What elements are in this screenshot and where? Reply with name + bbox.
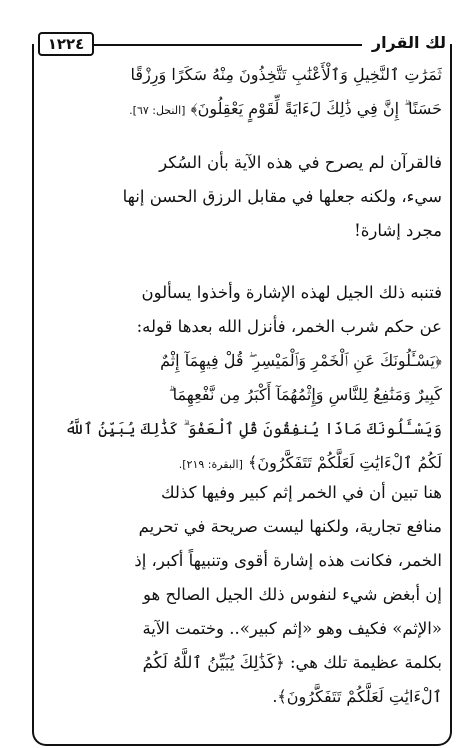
paragraph-line: فالقرآن لم يصرح في هذه الآية بأن السُكر — [159, 153, 442, 172]
paragraph-line: سيء، ولكنه جعلها في مقابل الرزق الحسن إنها — [122, 187, 442, 206]
verse-line — [44, 92, 442, 128]
verse-text: لَكُمُ ٱلْءَايَٰتِ لَعَلَّكُمْ تَتَفَكَّرُونَ﴾ — [247, 453, 442, 472]
paragraph — [44, 276, 442, 482]
paragraph-line: «الإثم» فكيف وهو «إثم كبير».. وختمت الآية — [142, 619, 442, 638]
page-number: ١٢٢٤ — [38, 32, 94, 56]
verse-line: وَيَسْـَٔلُونَكَ مَاذَا يُنفِقُونَ قُلِ ٱلْعَفْوَ ۗ كَذَٰلِكَ يُبَيِّنُ ٱللَّهُ — [64, 419, 442, 438]
verse-text: حَسَنًا ۗ إِنَّ فِي ذَٰلِكَ لَءَايَةً لِّقَوْمٍ يَعْقِلُونَ﴾ — [190, 99, 442, 118]
paragraph-line: هنا تبين أن في الخمر إثم كبير وفيها كذلك — [160, 483, 442, 502]
paragraph — [44, 476, 442, 714]
verse-reference: [النحل: ٦٧]. — [129, 104, 186, 117]
verse-reference: [البقرة: ٢١٩]. — [178, 458, 243, 471]
verse-line: ٱلْءَايَٰتِ لَعَلَّكُمْ تَتَفَكَّرُونَ﴾. — [272, 687, 442, 706]
quran-verse-nahl — [44, 58, 442, 128]
paragraph-line: مجرد إشارة! — [354, 221, 442, 240]
verse-line: كَبِيرٌ وَمَنَٰفِعُ لِلنَّاسِ وَإِثْمُهُمَآ أَكْبَرُ مِن نَّفْعِهِمَا ۗ — [168, 385, 442, 404]
verse-line: ثَمَرَٰتِ ٱلنَّخِيلِ وَٱلْأَعْنَٰبِ تَتَّخِذُونَ مِنْهُ سَكَرًا وَرِزْقًا — [130, 65, 442, 84]
book-page — [10, 10, 459, 738]
paragraph-line: منافع تجارية، ولكنها ليست صريحة في تحريم — [138, 517, 442, 536]
paragraph-line: عن حكم شرب الخمر، فأنزل الله بعدها قوله: — [136, 317, 442, 336]
paragraph-line: فتنبه ذلك الجيل لهذه الإشارة وأخذوا يسألون — [141, 283, 442, 302]
paragraph-line: إن أبغض شيء لنفوس ذلك الجيل الصالح هو — [143, 585, 442, 604]
paragraph-line: بكلمة عظيمة تلك هي: ﴿كَذَٰلِكَ يُبَيِّنُ ٱللَّهُ لَكُمُ — [142, 653, 442, 672]
paragraph-line: الخمر، فكانت هذه إشارة أقوى وتنبيهاً أكبر، إذ — [134, 551, 442, 570]
paragraph — [44, 146, 442, 248]
verse-line: ﴿يَسْـَٔلُونَكَ عَنِ ٱلْخَمْرِ وَٱلْمَيْسِرِ ۖ قُلْ فِيهِمَآ إِثْمٌ — [160, 351, 442, 370]
book-title: لك القرار — [371, 33, 446, 52]
